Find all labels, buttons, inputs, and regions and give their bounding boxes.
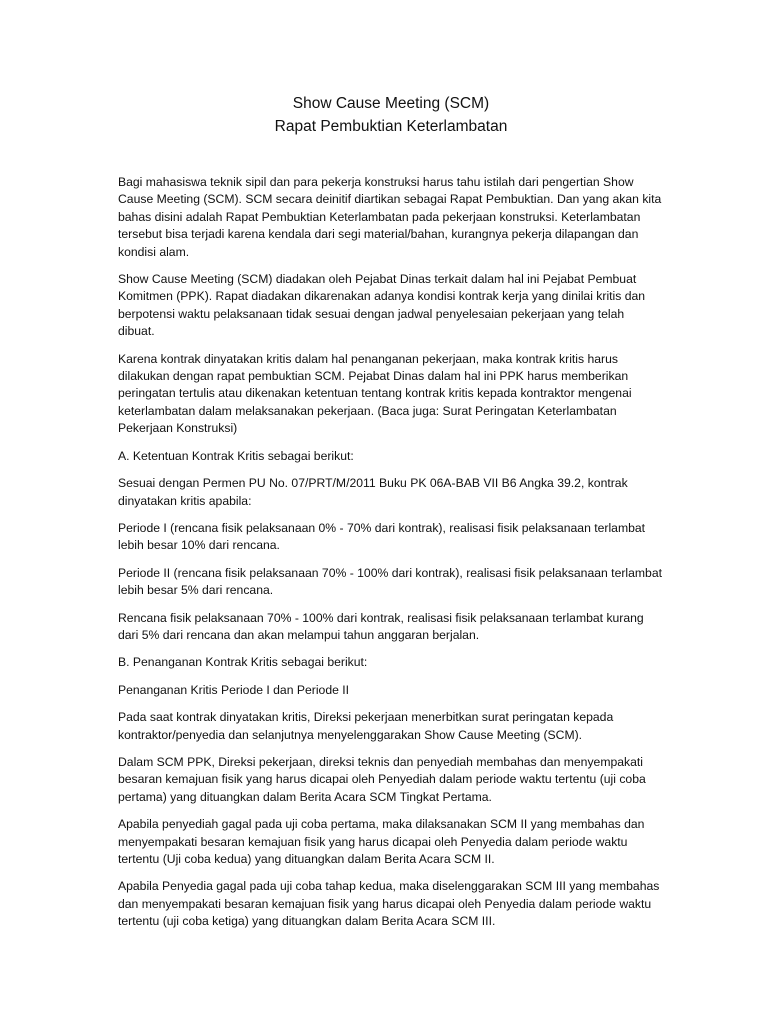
section-heading-a: A. Ketentuan Kontrak Kritis sebagai berikut: bbox=[118, 448, 354, 463]
title-line-2: Rapat Pembuktian Keterlambatan bbox=[274, 118, 508, 135]
title-line-1: Show Cause Meeting (SCM) bbox=[292, 95, 490, 112]
paragraph-critical-contract: Karena kontrak dinyatakan kritis dalam hal penanganan pekerjaan, maka kontrak kritis harus dilakukan dengan rapat pembuktian SCM. Pejabat Dinas dalam hal ini PPK harus memberikan peringatan tertulis atau dikenakan ketentuan tentang kontrak kritis kepada kontraktor mengenai keterlambatan dalam melaksanakan pekerjaan. (Baca juga: Surat Peringatan Keterlambatan Pekerjaan Konstruksi) bbox=[118, 351, 632, 436]
subheading-handling: Penanganan Kritis Periode I dan Periode II bbox=[118, 682, 350, 697]
paragraph-warning-letter: Pada saat kontrak dinyatakan kritis, Direksi pekerjaan menerbitkan surat peringatan kepada kontraktor/penyedia dan selanjutnya menyelenggarakan Show Cause Meeting (SCM). bbox=[118, 710, 614, 742]
section-heading-b: B. Penanganan Kontrak Kritis sebagai berikut: bbox=[118, 655, 368, 670]
paragraph-period-2: Periode II (rencana fisik pelaksanaan 70% - 100% dari kontrak), realisasi fisik pelaksanaan terlambat lebih besar 5% dari rencana. bbox=[118, 565, 662, 598]
paragraph-scm-3: Apabila Penyedia gagal pada uji coba tahap kedua, maka diselenggarakan SCM III yang membahas dan menyempakati besaran kemajuan fisik yang harus dicapai oleh Penyedia dalam periode waktu tertentu (uji coba ketiga) yang dituangkan dalam Berita Acara SCM III. bbox=[118, 879, 660, 929]
paragraph-scm-2: Apabila penyediah gagal pada uji coba pertama, maka dilaksanakan SCM II yang membahas dan menyempakati besaran kemajuan fisik yang harus dicapai oleh Penyedia dalam periode waktu tertentu (Uji coba kedua) yang dituangkan dalam Berita Acara SCM II. bbox=[118, 817, 645, 866]
document-body bbox=[118, 174, 664, 931]
paragraph-period-1: Periode I (rencana fisik pelaksanaan 0% - 70% dari kontrak), realisasi fisik pelaksanaan terlambat lebih besar 10% dari rencana. bbox=[118, 520, 646, 553]
paragraph-regulation: Sesuai dengan Permen PU No. 07/PRT/M/2011 Buku PK 06A-BAB VII B6 Angka 39.2, kontrak dinyatakan kritis apabila: bbox=[118, 476, 628, 508]
paragraph-intro: Bagi mahasiswa teknik sipil dan para pekerja konstruksi harus tahu istilah dari pengertian Show Cause Meeting (SCM). SCM secara deinitif diartikan sebagai Rapat Pembuktian. Dan yang akan kita bahas disini adalah Rapat Pembuktian Keterlambatan pada pekerjaan konstruksi. Keterlambatan tersebut bisa terjadi karena kendala dari segi material/bahan, kurangnya pekerja dilapangan dan kondisi alam. bbox=[118, 175, 662, 259]
document-title bbox=[118, 92, 664, 138]
paragraph-scm-1: Dalam SCM PPK, Direksi pekerjaan, direksi teknis dan penyediah membahas dan menyempakati besaran kemajuan fisik yang harus dicapai oleh Penyediah dalam periode waktu tertentu (uji coba pertama) yang dituangkan dalam Berita Acara SCM Tingkat Pertama. bbox=[118, 754, 646, 804]
paragraph-scm-organizer: Show Cause Meeting (SCM) diadakan oleh Pejabat Dinas terkait dalam hal ini Pejabat Pembuat Komitmen (PPK). Rapat diadakan dikarenakan adanya kondisi kontrak kerja yang dinilai kritis dan berpotensi waktu pelaksanaan tidak sesuai dengan jadwal penyelesaian pekerjaan yang telah dibuat. bbox=[118, 272, 646, 339]
paragraph-plan-range: Rencana fisik pelaksanaan 70% - 100% dari kontrak, realisasi fisik pelaksanaan terlambat kurang dari 5% dari rencana dan akan melampui tahun anggaran berjalan. bbox=[118, 610, 644, 642]
